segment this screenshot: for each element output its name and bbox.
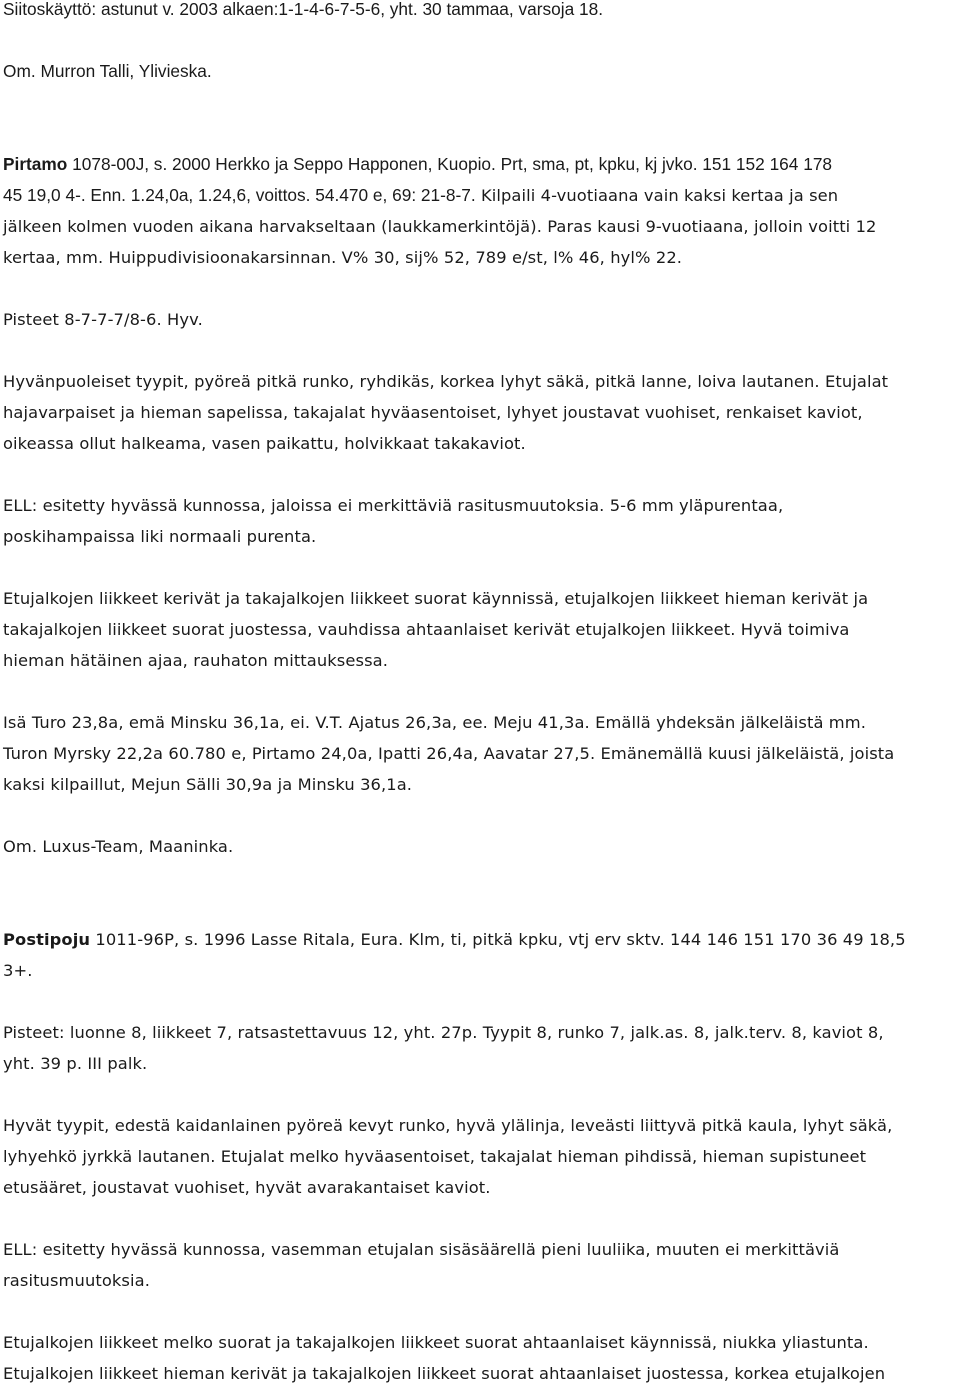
postipoju-conformation-3: etusääret, joustavat vuohiset, hyvät avarakantaiset kaviot. [3,1178,491,1197]
pirtamo-conformation-3: oikeassa ollut halkeama, vasen paikattu, holvikkaat takakaviot. [3,434,526,453]
postipoju-conformation-2: lyhyehkö jyrkkä lautanen. Etujalat melko hyväasentoiset, takajalat hieman pihdissä, hieman supistuneet [3,1147,867,1166]
postipoju-conformation-1: Hyvät tyypit, edestä kaidanlainen pyöreä kevyt runko, hyvä ylälinja, leveästi liittyvä pitkä kaula, lyhyt säkä, [3,1116,893,1135]
postipoju-line-2: 3+. [3,961,33,980]
pirtamo-pedigree-3: kaksi kilpaillut, Mejun Sälli 30,9a ja Minsku 36,1a. [3,775,413,794]
pirtamo-points: Pisteet 8-7-7-7/8-6. Hyv. [3,310,203,329]
pirtamo-line-1: Pirtamo 1078-00J, s. 2000 Herkko ja Seppo Happonen, Kuopio. Prt, sma, pt, kpku, kj jvko. 151 152 164 178 [3,154,833,174]
pirtamo-pedigree-1: Isä Turo 23,8a, emä Minsku 36,1a, ei. V.T. Ajatus 26,3a, ee. Meju 41,3a. Emällä yhdeksän jälkeläistä mm. [3,713,867,732]
pirtamo-pedigree-2: Turon Myrsky 22,2a 60.780 e, Pirtamo 24,0a, Ipatti 26,4a, Aavatar 27,5. Emänemällä kuusi jälkeläistä, joista [3,744,895,763]
owner-line-2: Om. Luxus-Team, Maaninka. [3,837,234,856]
horse-name-pirtamo: Pirtamo [3,154,68,174]
postipoju-points-2: yht. 39 p. III palk. [3,1054,148,1073]
pirtamo-conformation-1: Hyvänpuoleiset tyypit, pyöreä pitkä runko, ryhdikäs, korkea lyhyt säkä, pitkä lanne, loiva lautanen. Etujalat [3,372,889,391]
postipoju-vet-1: ELL: esitetty hyvässä kunnossa, vasemman etujalan sisäsäärellä pieni luuliika, muuten ei merkittäviä [3,1240,840,1259]
horse-entry-postipoju [3,924,958,1389]
pirtamo-movement-2: takajalkojen liikkeet suorat juostessa, vauhdissa ahtaanlaiset kerivät etujalkojen liikkeet. Hyvä toimiva [3,620,850,639]
pirtamo-line-3: jälkeen kolmen vuoden aikana harvakseltaan (laukkamerkintöjä). Paras kausi 9-vuotiaana, jolloin voitti 12 [3,217,877,236]
document-page [3,0,958,1389]
pirtamo-vet-1: ELL: esitetty hyvässä kunnossa, jaloissa ei merkittäviä rasitusmuutoksia. 5-6 mm yläpurentaa, [3,496,784,515]
pirtamo-line-4: kertaa, mm. Huippudivisioonakarsinnan. V% 30, sij% 52, 789 e/st, l% 46, hyl% 22. [3,248,683,267]
pirtamo-conformation-2: hajavarpaiset ja hieman sapelissa, takajalat hyväasentoiset, lyhyet joustavat vuohiset, renkaiset kaviot, [3,403,863,422]
postipoju-points-1: Pisteet: luonne 8, liikkeet 7, ratsastettavuus 12, yht. 27p. Tyypit 8, runko 7, jalk.as. 8, jalk.terv. 8, kaviot 8, [3,1023,884,1042]
pirtamo-movement-1: Etujalkojen liikkeet kerivät ja takajalkojen liikkeet suorat käynnissä, etujalkojen liikkeet hieman kerivät ja [3,589,869,608]
horse-entry-pirtamo [3,149,958,862]
postipoju-movement-1: Etujalkojen liikkeet melko suorat ja takajalkojen liikkeet suorat ahtaanlaiset käynnissä, niukka yliastunta. [3,1333,869,1352]
owner-line-1: Om. Murron Talli, Ylivieska. [3,61,212,81]
pirtamo-line-2: 45 19,0 4-. Enn. 1.24,0a, 1.24,6, voittos. 54.470 e, 69: 21-8-7. Kilpaili 4-vuotiaana vain kaksi kertaa ja sen [3,185,839,205]
postipoju-vet-2: rasitusmuutoksia. [3,1271,150,1290]
horse-name-postipoju: Postipoju [3,930,91,949]
pirtamo-movement-3: hieman hätäinen ajaa, rauhaton mittauksessa. [3,651,389,670]
breeding-use-line: Siitoskäyttö: astunut v. 2003 alkaen:1-1-4-6-7-5-6, yht. 30 tammaa, varsoja 18. [3,0,604,19]
postipoju-movement-2: Etujalkojen liikkeet hieman kerivät ja takajalkojen liikkeet suorat ahtaanlaiset juostessa, korkea etujalkojen [3,1364,886,1383]
pirtamo-vet-2: poskihampaissa liki normaali purenta. [3,527,317,546]
postipoju-line-1: Postipoju 1011-96P, s. 1996 Lasse Ritala, Eura. Klm, ti, pitkä kpku, vtj erv sktv. 144 146 151 170 36 49 18,5 [3,930,906,949]
